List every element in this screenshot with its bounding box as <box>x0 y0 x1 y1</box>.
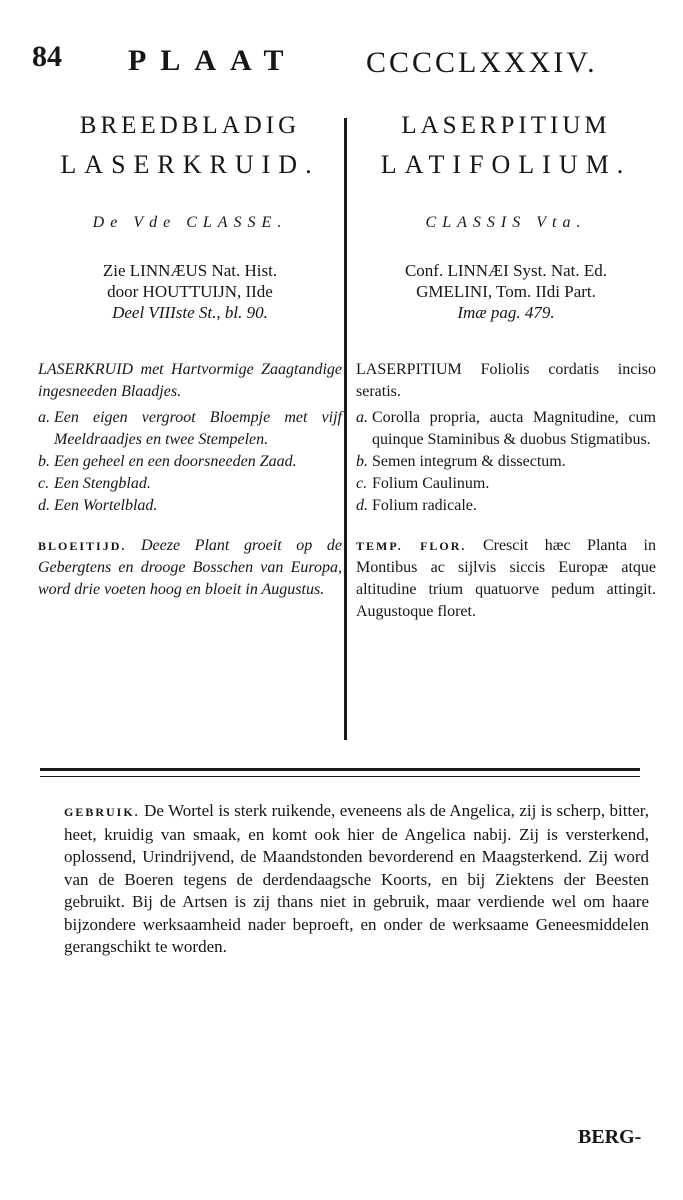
page-number: 84 <box>32 40 62 73</box>
item-text: Een geheel en een doorsneeden Zaad. <box>54 453 297 470</box>
item-text: Semen integrum & dissectum. <box>372 453 566 470</box>
latin-title-line1: LASERPITIUM <box>401 112 611 139</box>
list-item <box>38 495 342 517</box>
column-divider <box>344 118 347 740</box>
list-item <box>356 451 656 473</box>
item-label: d. <box>38 497 50 514</box>
dutch-flowering <box>38 535 342 601</box>
flowering-text: Crescit hæc Planta in Montibus ac sijlvis siccis Europæ atque altitudine trium quatuorve pedum attingit. Augustoque floret. <box>356 537 657 620</box>
item-text: Folium radicale. <box>372 497 477 514</box>
list-item <box>356 473 656 495</box>
item-text: Folium Caulinum. <box>372 475 490 492</box>
list-item <box>356 407 656 451</box>
latin-reference-line: Imæ pag. 479. <box>457 303 555 322</box>
usage-paragraph <box>64 800 649 959</box>
item-text: Een Stengblad. <box>54 475 151 492</box>
dutch-reference-line: Zie LINNÆUS Nat. Hist. <box>102 261 278 280</box>
dutch-reference <box>38 260 342 323</box>
flowering-text: Deeze Plant groeit op de Gebergtens en drooge Bosschen van Europa, word drie voeten hoog en bloeit in Augustus. <box>38 537 343 598</box>
item-label: a. <box>356 409 368 426</box>
latin-description: LASERPITIUM Foliolis cordatis inciso seratis. <box>356 361 656 400</box>
catchword: BERG- <box>578 1126 642 1148</box>
flowering-label: TEMP. FLOR. <box>356 539 467 553</box>
usage-text: De Wortel is sterk ruikende, eveneens als de Angelica, zij is scherp, bitter, heet, kruidig van smaak, en komt ook hier de Angelica nabij. Zij is versterkend, oplossend, Urindrijvend, de Maandstonden bevorderend en Maagsterkend. Zij word van de Boeren tegens de derdendaagsche Koorts, en bij Ziektens der Beesten gebruikt. Bij de Artsen is zij thans niet in gebruik, maar verdiende wel om haare bijzondere werksaamheid nader beproeft, en onder de werksaame Geneesmiddelen gerangschikt te worden. <box>64 801 649 956</box>
item-label: a. <box>38 409 50 426</box>
latin-reference <box>356 260 656 323</box>
dutch-column <box>38 112 342 601</box>
list-item <box>38 407 342 451</box>
item-label: b. <box>38 453 50 470</box>
item-label: c. <box>356 475 368 492</box>
item-label: c. <box>38 475 50 492</box>
list-item <box>356 495 656 517</box>
item-text: Corolla propria, aucta Magnitudine, cum quinque Staminibus & duobus Stigmatibus. <box>372 409 656 448</box>
dutch-classis: De Vde CLASSE. <box>92 214 288 231</box>
plate-number: CCCCLXXXIV. <box>366 46 598 79</box>
latin-title-line2: LATIFOLIUM. <box>380 150 632 179</box>
latin-reference-line: GMELINI, Tom. IIdi Part. <box>416 282 596 301</box>
list-item <box>38 451 342 473</box>
item-label: d. <box>356 497 368 514</box>
dutch-reference-line: door HOUTTUIJN, IIde <box>107 282 273 301</box>
latin-reference-line: Conf. LINNÆI Syst. Nat. Ed. <box>404 261 608 280</box>
latin-figure-list <box>356 407 656 517</box>
item-text: Een Wortelblad. <box>54 497 158 514</box>
section-rule <box>40 768 640 771</box>
dutch-title-line1: BREEDBLADIG <box>79 112 301 139</box>
plate-label: PLAAT <box>128 44 298 77</box>
dutch-figure-list <box>38 407 342 517</box>
latin-flowering <box>356 535 656 623</box>
item-text: Een eigen vergroot Bloempje met vijf Meeldraadjes en twee Stempelen. <box>54 409 342 448</box>
usage-label: GEBRUIK. <box>64 805 140 819</box>
list-item <box>38 473 342 495</box>
latin-column <box>356 112 656 623</box>
section-rule <box>40 776 640 777</box>
dutch-description: LASERKRUID met Hartvormige Zaagtandige ingesneeden Blaadjes. <box>38 361 342 400</box>
dutch-title-line2: LASERKRUID. <box>60 150 320 179</box>
item-label: b. <box>356 453 368 470</box>
latin-classis: CLASSIS Vta. <box>425 214 587 231</box>
flowering-label: BLOEITIJD. <box>38 539 127 553</box>
dutch-reference-line: Deel VIIIste St., bl. 90. <box>112 303 268 322</box>
